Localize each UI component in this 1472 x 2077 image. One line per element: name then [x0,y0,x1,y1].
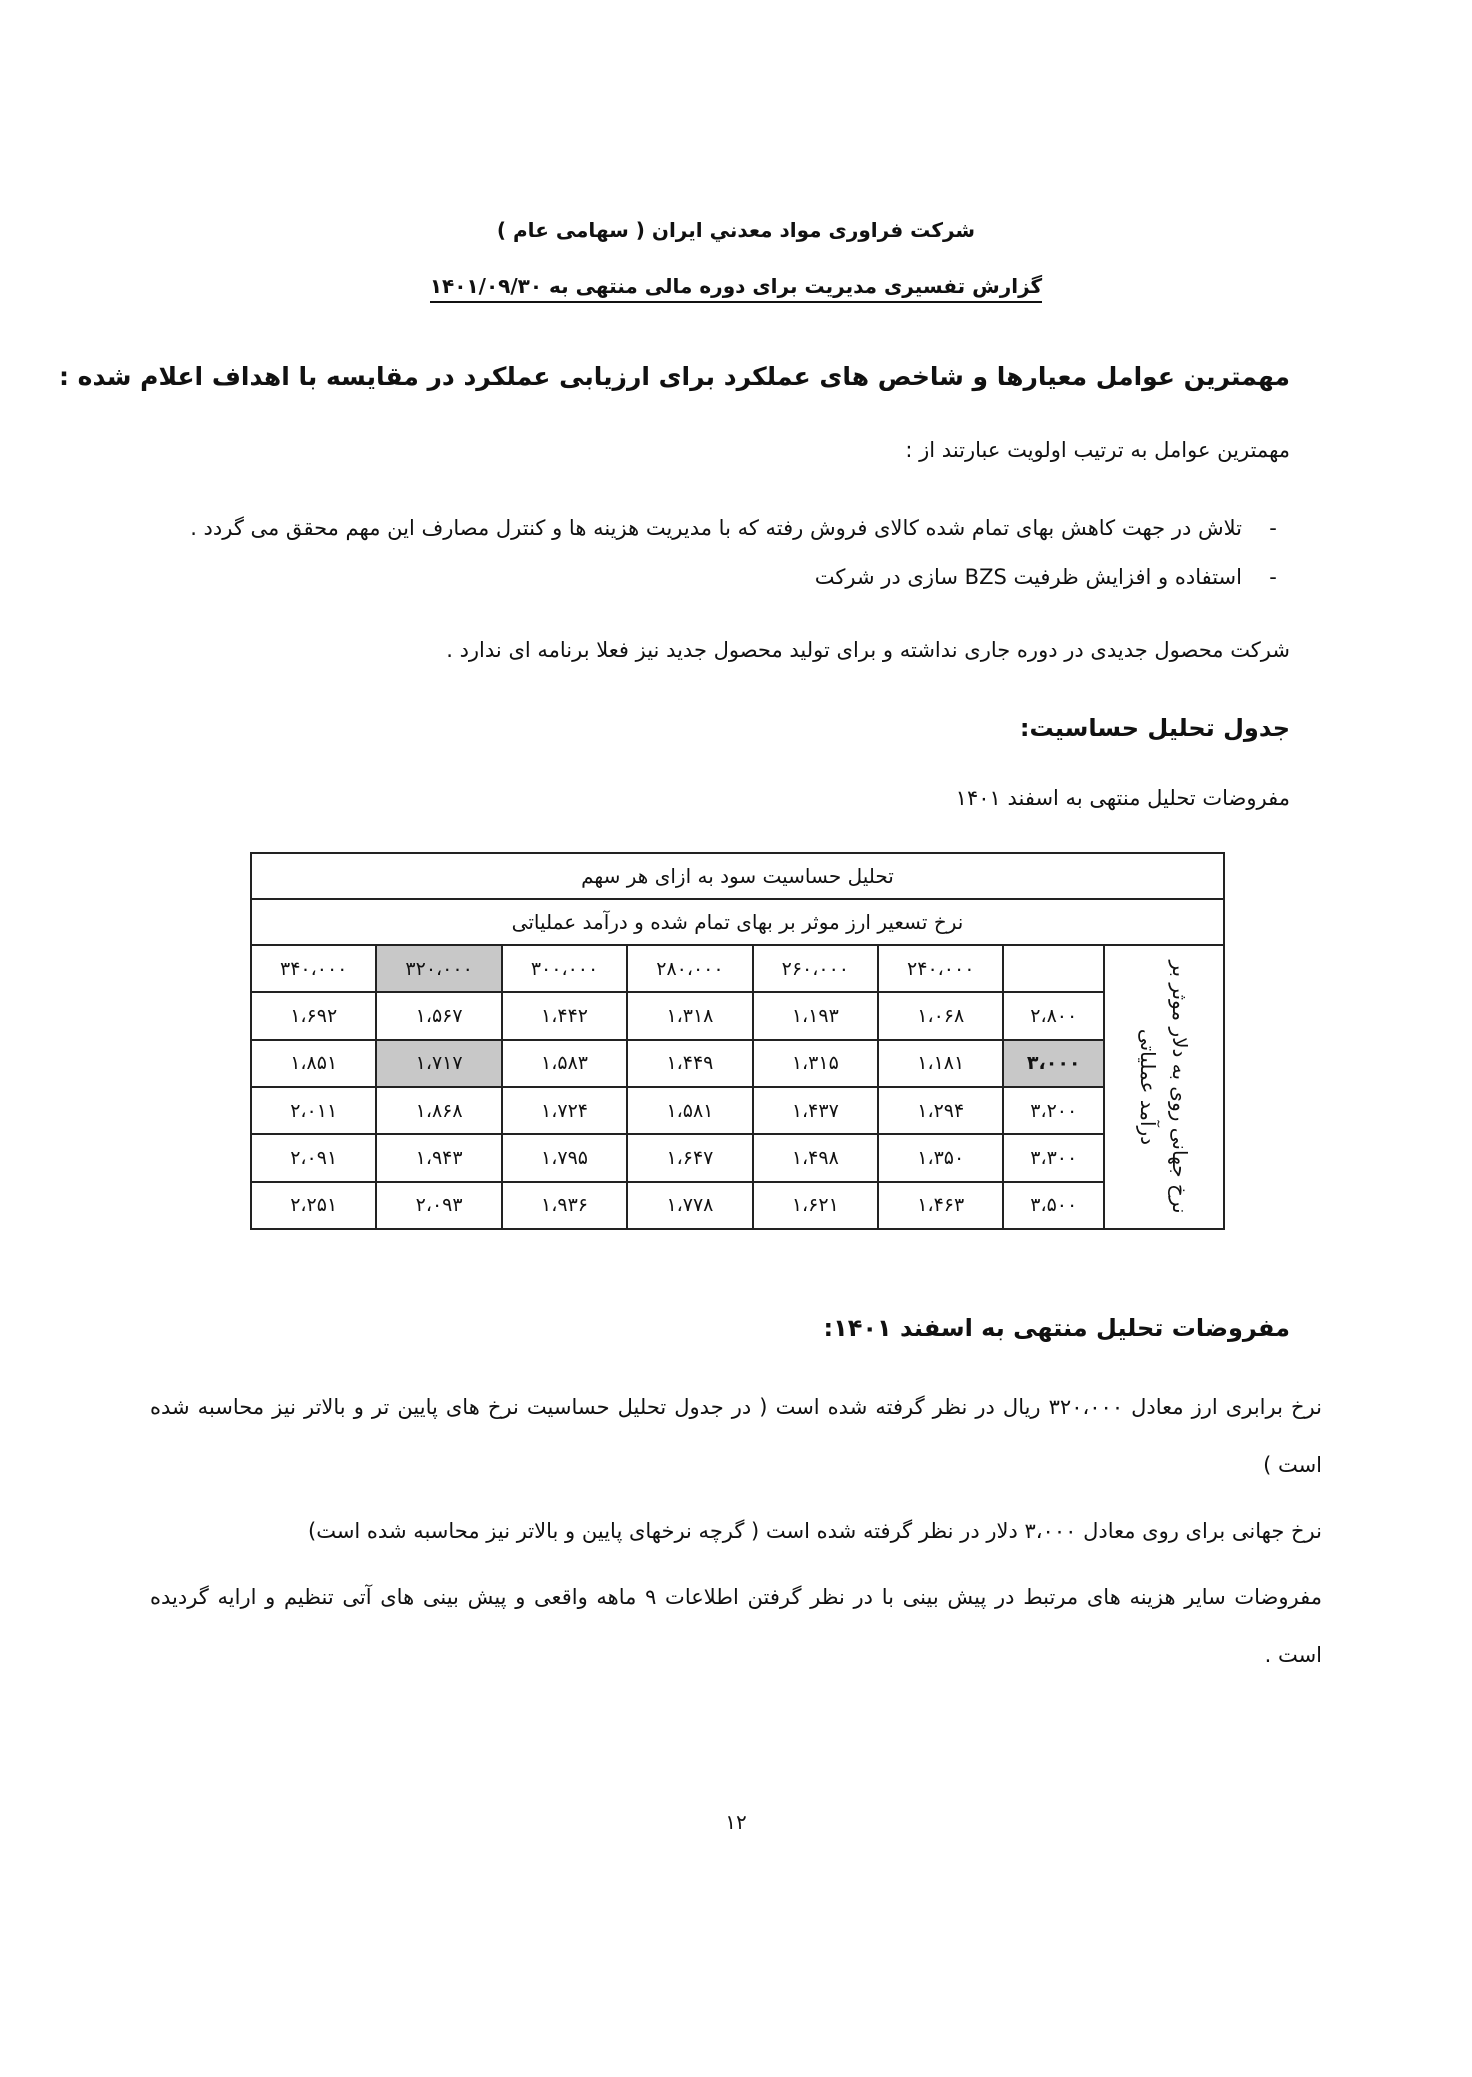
table-row [251,1134,1224,1181]
table-title-row [251,853,1224,899]
table-cell: ۱،۵۸۳ [502,1040,627,1087]
column-header: ۳۰۰،۰۰۰ [502,945,627,992]
table-cell: ۱،۲۹۴ [878,1087,1003,1134]
table-cell: ۱،۴۴۲ [502,992,627,1039]
row-header: ۲،۸۰۰ [1003,992,1104,1039]
sensitivity-table [250,852,1225,1230]
bullet-text: استفاده و افزایش ظرفیت BZS سازی در شرکت [814,565,1242,589]
assumptions-heading: مفروضات تحلیل منتهی به اسفند ۱۴۰۱: [823,1314,1290,1342]
table-subtitle: نرخ تسعیر ارز موثر بر بهای تمام شده و درآمد عملیاتی [251,899,1224,945]
sensitivity-subtitle: مفروضات تحلیل منتهی به اسفند ۱۴۰۱ [955,786,1290,810]
assumption-paragraph-3: مفروضات سایر هزینه های مرتبط در پیش بینی با در نظر گرفتن اطلاعات ۹ ماهه واقعی و پیش بینی های آتی تنظیم و ارایه گردیده است . [150,1585,1322,1667]
table-cell: ۱،۳۱۸ [627,992,752,1039]
row-header: ۳،۲۰۰ [1003,1087,1104,1134]
table-row [251,992,1224,1039]
table-cell: ۲،۰۹۳ [376,1182,501,1229]
table-cell: ۱،۴۹۸ [753,1134,878,1181]
table-cell: ۱،۵۶۷ [376,992,501,1039]
table-cell: ۱،۶۴۷ [627,1134,752,1181]
table-cell: ۱،۰۶۸ [878,992,1003,1039]
table-cell: ۱،۹۳۶ [502,1182,627,1229]
new-product-note: شرکت محصول جدیدی در دوره جاری نداشته و برای تولید محصول جدید نیز فعلا برنامه ای ندارد . [446,638,1290,662]
table-cell: ۱،۸۵۱ [251,1040,376,1087]
table-cell: ۱،۷۲۴ [502,1087,627,1134]
section1-intro: مهمترین عوامل به ترتیب اولویت عبارتند از : [905,438,1290,462]
section1-heading: مهمترین عوامل معیارها و شاخص های عملکرد برای ارزیابی عملکرد در مقایسه با اهداف اعلام شده : [58,362,1290,391]
column-header: ۳۴۰،۰۰۰ [251,945,376,992]
report-title-text: گزارش تفسیری مدیریت برای دوره مالی منتهی به ۱۴۰۱/۰۹/۳۰ [430,274,1042,303]
row-header-base: ۳،۰۰۰ [1003,1040,1104,1087]
bullet-text: تلاش در جهت کاهش بهای تمام شده کالای فروش رفته که با مدیریت هزینه ها و کنترل مصارف این مهم محقق می گردد . [190,516,1242,540]
table-cell-base: ۱،۷۱۷ [376,1040,501,1087]
table-cell: ۱،۷۷۸ [627,1182,752,1229]
sensitivity-heading: جدول تحلیل حساسیت: [1019,714,1290,742]
column-header-base: ۳۲۰،۰۰۰ [376,945,501,992]
table-cell: ۱،۴۴۹ [627,1040,752,1087]
table-cell: ۱،۴۶۳ [878,1182,1003,1229]
table-cell: ۱،۸۶۸ [376,1087,501,1134]
row-axis-label-line2: درآمد عملیاتی [1136,1028,1160,1146]
row-header: ۳،۵۰۰ [1003,1182,1104,1229]
table-cell: ۱،۳۱۵ [753,1040,878,1087]
table-row [251,1040,1224,1087]
table-cell: ۱،۷۹۵ [502,1134,627,1181]
bullet-item-2 [815,565,1290,589]
bullet-item-1 [190,516,1290,540]
column-header: ۲۸۰،۰۰۰ [627,945,752,992]
table-cell: ۲،۲۵۱ [251,1182,376,1229]
empty-corner-cell [1003,945,1104,992]
table-title: تحلیل حساسیت سود به ازای هر سهم [251,853,1224,899]
table-cell: ۱،۳۵۰ [878,1134,1003,1181]
page-number: ۱۲ [725,1810,747,1834]
row-header: ۳،۳۰۰ [1003,1134,1104,1181]
company-name: شرکت فراوری مواد معدني ايران ( سهامی عام ) [496,218,976,242]
table-row [251,1087,1224,1134]
table-subtitle-row [251,899,1224,945]
row-axis-label [1104,945,1224,1229]
report-title [0,274,1472,298]
bullet-marker: - [1269,565,1277,589]
table-cell: ۱،۵۸۱ [627,1087,752,1134]
table-header-row [251,945,1224,992]
table-cell: ۲،۰۱۱ [251,1087,376,1134]
bullet-marker: - [1269,516,1277,540]
table-row [251,1182,1224,1229]
column-header: ۲۴۰،۰۰۰ [878,945,1003,992]
table-cell: ۱،۹۴۳ [376,1134,501,1181]
table-cell: ۱،۴۳۷ [753,1087,878,1134]
row-axis-label-line1: نرخ جهانی روی به دلار موثر بر [1168,960,1192,1214]
table-cell: ۱،۶۹۲ [251,992,376,1039]
table-cell: ۲،۰۹۱ [251,1134,376,1181]
column-header: ۲۶۰،۰۰۰ [753,945,878,992]
table-cell: ۱،۶۲۱ [753,1182,878,1229]
table-cell: ۱،۱۸۱ [878,1040,1003,1087]
assumption-paragraph-2: نرخ جهانی برای روی معادل ۳،۰۰۰ دلار در نظر گرفته شده است ( گرچه نرخهای پایین و بالاتر نیز محاسبه شده است) [308,1519,1322,1543]
assumption-paragraph-1: نرخ برابری ارز معادل ۳۲۰،۰۰۰ ریال در نظر گرفته شده است ( در جدول تحلیل حساسیت نرخ های پایین تر و بالاتر نیز محاسبه شده است ) [150,1395,1322,1477]
table-cell: ۱،۱۹۳ [753,992,878,1039]
